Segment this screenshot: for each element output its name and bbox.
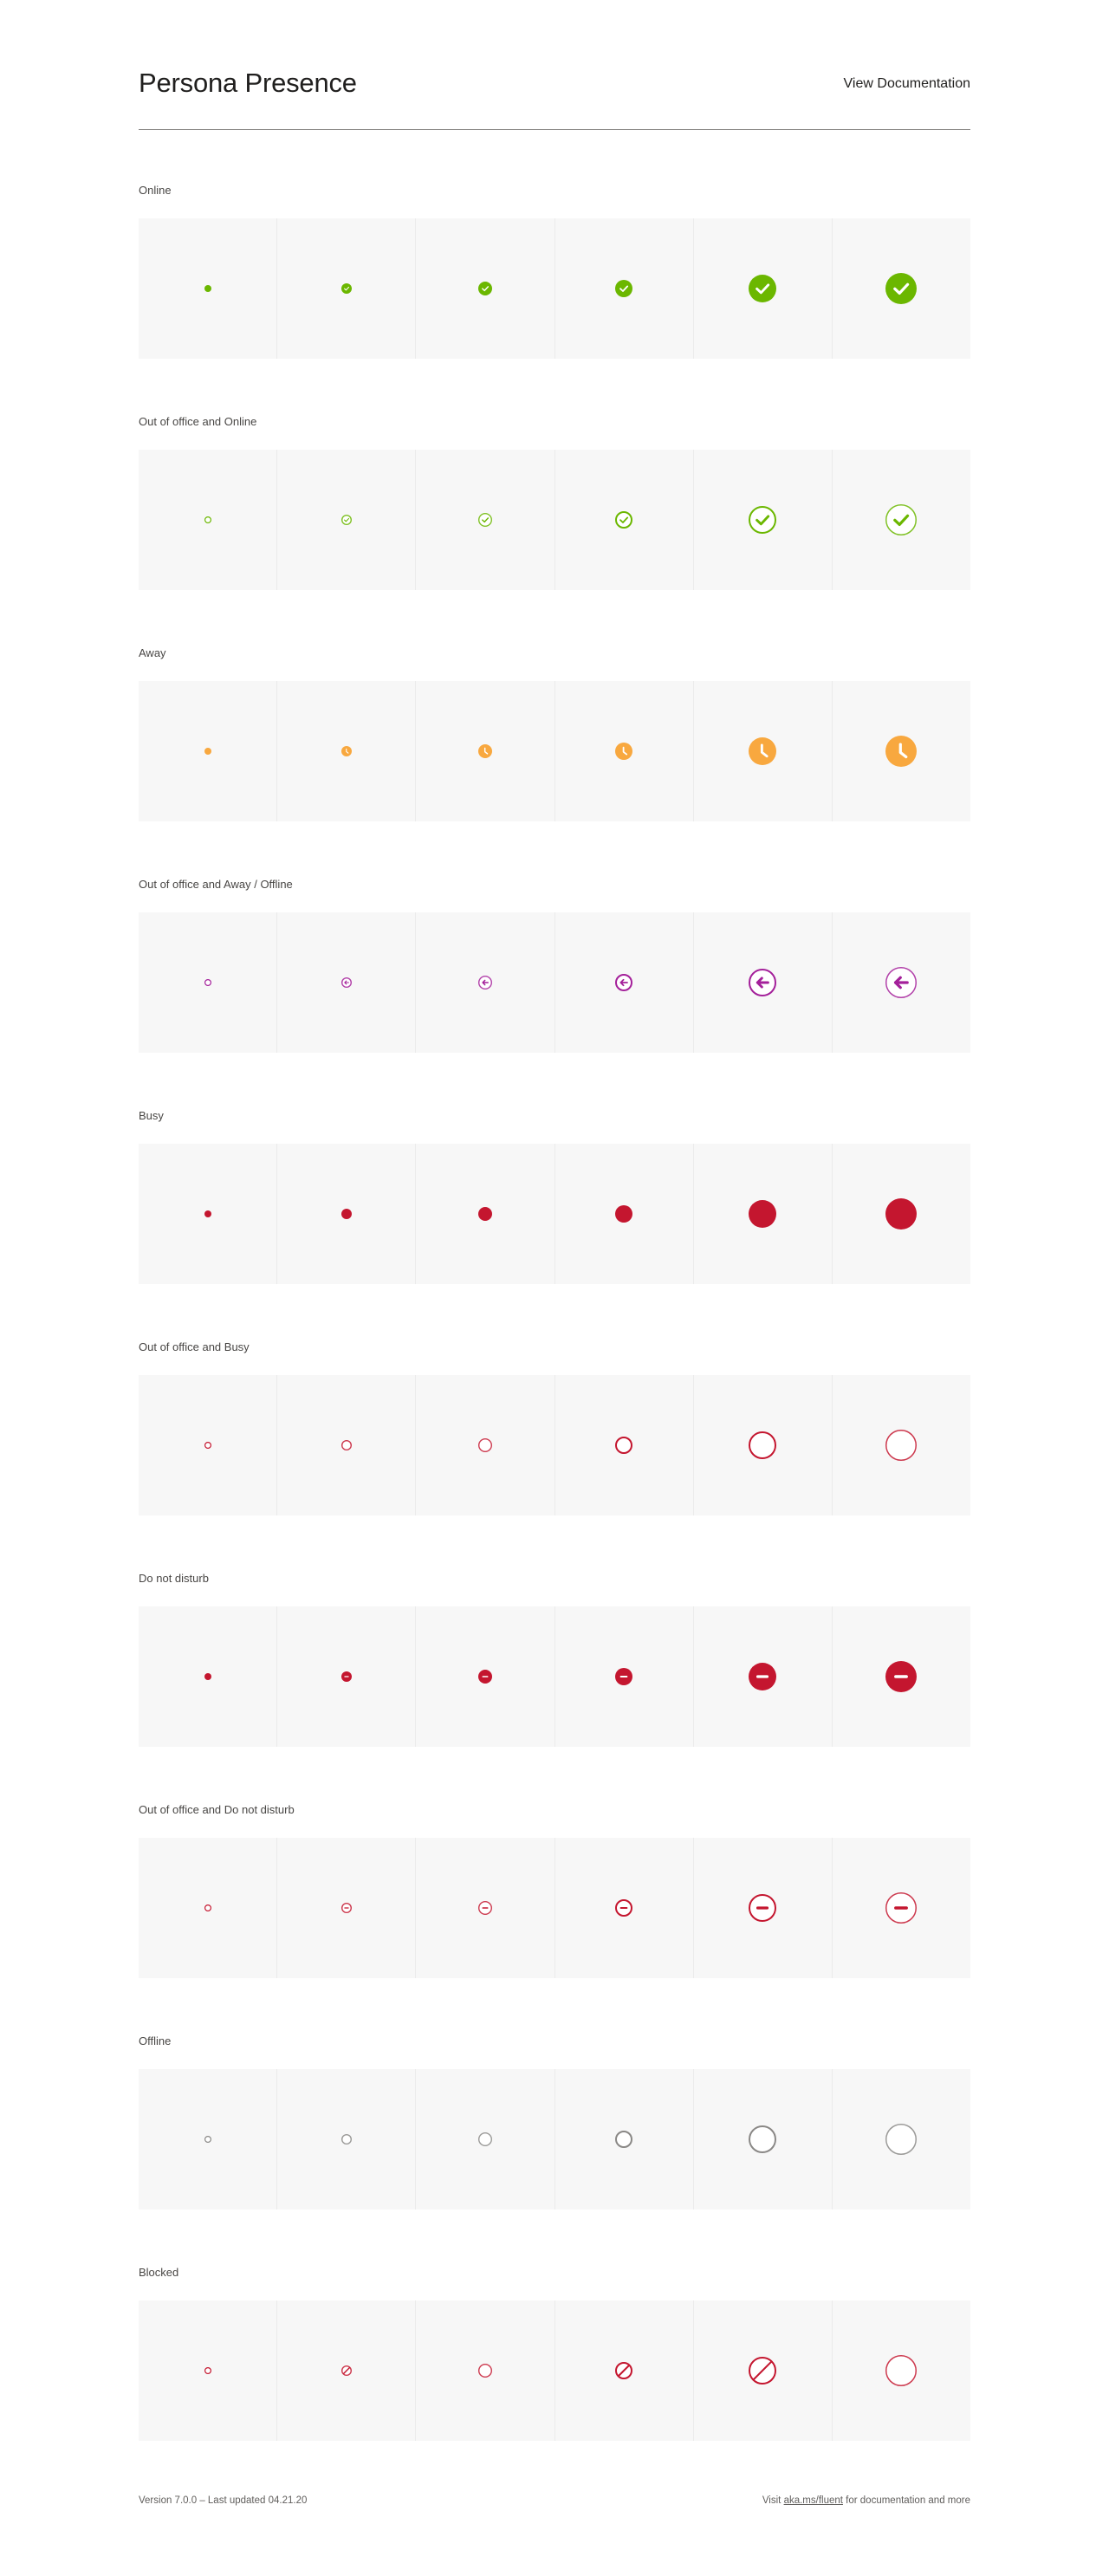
offline-ring-icon xyxy=(478,2132,492,2146)
online-check-icon xyxy=(749,275,776,302)
presence-cell xyxy=(139,1144,277,1284)
section-label: Out of office and Do not disturb xyxy=(139,1803,295,1816)
presence-cell xyxy=(277,912,416,1053)
ooo-busy-ring-icon xyxy=(204,1442,211,1449)
presence-cell xyxy=(694,1144,833,1284)
presence-cell xyxy=(416,912,554,1053)
presence-cell xyxy=(555,1838,694,1978)
visit-suffix: for documentation and more xyxy=(842,2495,970,2506)
presence-cell xyxy=(555,2300,694,2441)
dnd-minus-icon xyxy=(204,1673,211,1680)
presence-cell xyxy=(277,1144,416,1284)
presence-cell xyxy=(277,2300,416,2441)
presence-cell xyxy=(555,681,694,821)
presence-cell xyxy=(416,218,554,359)
section-label: Do not disturb xyxy=(139,1572,209,1585)
presence-cell xyxy=(833,1606,970,1747)
dnd-minus-icon xyxy=(885,1661,917,1692)
busy-dot-icon xyxy=(749,1200,776,1228)
presence-cell xyxy=(555,2069,694,2209)
ooo-away-arrow-icon xyxy=(478,976,492,990)
busy-dot-icon xyxy=(885,1198,917,1230)
ooo-dnd-minus-icon xyxy=(204,1904,211,1911)
presence-cell xyxy=(277,681,416,821)
ooo-dnd-minus-icon xyxy=(885,1892,917,1924)
away-clock-icon xyxy=(478,744,492,758)
presence-cell xyxy=(416,1144,554,1284)
away-clock-icon xyxy=(615,743,632,760)
presence-cell xyxy=(277,218,416,359)
offline-ring-icon xyxy=(341,2134,352,2145)
presence-row xyxy=(139,2300,970,2441)
dnd-minus-icon xyxy=(478,1670,492,1684)
visit-prefix: Visit xyxy=(762,2495,784,2506)
ooo-away-arrow-icon xyxy=(749,969,776,996)
section-label: Out of office and Online xyxy=(139,415,257,428)
presence-row xyxy=(139,912,970,1053)
blocked-slash-icon xyxy=(885,2355,917,2386)
visit-text xyxy=(762,2495,970,2506)
presence-cell xyxy=(833,218,970,359)
online-check-icon xyxy=(885,273,917,304)
presence-cell xyxy=(833,1144,970,1284)
busy-dot-icon xyxy=(341,1209,352,1219)
presence-cell xyxy=(416,1838,554,1978)
away-clock-icon xyxy=(204,748,211,755)
presence-cell xyxy=(555,1606,694,1747)
presence-cell xyxy=(555,218,694,359)
blocked-slash-icon xyxy=(749,2357,776,2385)
presence-section xyxy=(139,415,970,590)
online-check-icon xyxy=(615,280,632,297)
presence-section xyxy=(139,1572,970,1747)
away-clock-icon xyxy=(749,737,776,765)
blocked-slash-icon xyxy=(478,2364,492,2378)
ooo-busy-ring-icon xyxy=(478,1438,492,1452)
ooo-busy-ring-icon xyxy=(615,1437,632,1454)
presence-cell xyxy=(277,1375,416,1515)
presence-cell xyxy=(833,1838,970,1978)
presence-cell xyxy=(416,1375,554,1515)
section-label: Away xyxy=(139,646,166,659)
blocked-slash-icon xyxy=(615,2362,632,2379)
presence-section xyxy=(139,878,970,1053)
presence-cell xyxy=(833,912,970,1053)
presence-cell xyxy=(277,2069,416,2209)
presence-row xyxy=(139,1838,970,1978)
presence-cell xyxy=(139,1375,277,1515)
presence-section xyxy=(139,1340,970,1515)
presence-cell xyxy=(694,681,833,821)
ooo-away-arrow-icon xyxy=(885,967,917,998)
presence-cell xyxy=(555,1375,694,1515)
presence-row xyxy=(139,218,970,359)
view-documentation-link[interactable]: View Documentation xyxy=(843,76,970,91)
online-check-icon xyxy=(204,285,211,292)
offline-ring-icon xyxy=(885,2124,917,2155)
section-label: Online xyxy=(139,184,172,197)
ooo-busy-ring-icon xyxy=(341,1440,352,1450)
presence-cell xyxy=(694,2300,833,2441)
presence-cell xyxy=(139,912,277,1053)
presence-section xyxy=(139,184,970,359)
version-text: Version 7.0.0 – Last updated 04.21.20 xyxy=(139,2495,308,2506)
ooo-online-check-icon xyxy=(615,511,632,529)
presence-cell xyxy=(139,450,277,590)
presence-cell xyxy=(139,1606,277,1747)
presence-row xyxy=(139,1606,970,1747)
presence-cell xyxy=(139,2300,277,2441)
presence-section xyxy=(139,1803,970,1978)
offline-ring-icon xyxy=(615,2131,632,2148)
ooo-online-check-icon xyxy=(341,515,352,525)
presence-cell xyxy=(416,681,554,821)
away-clock-icon xyxy=(885,736,917,767)
section-label: Out of office and Busy xyxy=(139,1340,250,1353)
ooo-dnd-minus-icon xyxy=(478,1901,492,1915)
ooo-dnd-minus-icon xyxy=(615,1899,632,1917)
presence-cell xyxy=(833,450,970,590)
fluent-link[interactable]: aka.ms/fluent xyxy=(783,2495,843,2506)
dnd-minus-icon xyxy=(341,1671,352,1682)
presence-cell xyxy=(694,1606,833,1747)
ooo-dnd-minus-icon xyxy=(749,1894,776,1922)
presence-cell xyxy=(833,2069,970,2209)
page-title: Persona Presence xyxy=(139,68,357,98)
ooo-away-arrow-icon xyxy=(204,979,211,986)
presence-cell xyxy=(555,450,694,590)
ooo-away-arrow-icon xyxy=(341,977,352,988)
presence-cell xyxy=(694,1375,833,1515)
presence-cell xyxy=(416,2300,554,2441)
presence-cell xyxy=(694,218,833,359)
presence-cell xyxy=(555,912,694,1053)
ooo-busy-ring-icon xyxy=(749,1431,776,1459)
dnd-minus-icon xyxy=(749,1663,776,1690)
section-label: Blocked xyxy=(139,2266,179,2279)
blocked-slash-icon xyxy=(341,2365,352,2376)
section-label: Busy xyxy=(139,1109,164,1122)
online-check-icon xyxy=(341,283,352,294)
presence-cell xyxy=(694,1838,833,1978)
ooo-online-check-icon xyxy=(478,513,492,527)
presence-section xyxy=(139,2266,970,2441)
presence-row xyxy=(139,1144,970,1284)
busy-dot-icon xyxy=(204,1210,211,1217)
presence-row xyxy=(139,1375,970,1515)
presence-section xyxy=(139,646,970,821)
page-header xyxy=(139,62,970,130)
online-check-icon xyxy=(478,282,492,295)
presence-cell xyxy=(139,2069,277,2209)
presence-cell xyxy=(416,450,554,590)
dnd-minus-icon xyxy=(615,1668,632,1685)
presence-cell xyxy=(416,2069,554,2209)
offline-ring-icon xyxy=(749,2125,776,2153)
presence-row xyxy=(139,681,970,821)
presence-section xyxy=(139,2034,970,2209)
ooo-online-check-icon xyxy=(204,516,211,523)
section-label: Out of office and Away / Offline xyxy=(139,878,293,891)
ooo-away-arrow-icon xyxy=(615,974,632,991)
ooo-busy-ring-icon xyxy=(885,1430,917,1461)
busy-dot-icon xyxy=(615,1205,632,1223)
offline-ring-icon xyxy=(204,2136,211,2143)
presence-row xyxy=(139,2069,970,2209)
busy-dot-icon xyxy=(478,1207,492,1221)
presence-cell xyxy=(277,1838,416,1978)
presence-cell xyxy=(139,1838,277,1978)
presence-cell xyxy=(277,450,416,590)
presence-cell xyxy=(694,912,833,1053)
presence-cell xyxy=(833,2300,970,2441)
ooo-dnd-minus-icon xyxy=(341,1903,352,1913)
presence-cell xyxy=(139,218,277,359)
ooo-online-check-icon xyxy=(749,506,776,534)
presence-section xyxy=(139,1109,970,1284)
presence-cell xyxy=(277,1606,416,1747)
footer xyxy=(139,2495,970,2513)
ooo-online-check-icon xyxy=(885,504,917,535)
presence-cell xyxy=(416,1606,554,1747)
presence-row xyxy=(139,450,970,590)
away-clock-icon xyxy=(341,746,352,756)
presence-cell xyxy=(833,681,970,821)
presence-cell xyxy=(555,1144,694,1284)
presence-cell xyxy=(694,2069,833,2209)
presence-cell xyxy=(139,681,277,821)
blocked-slash-icon xyxy=(204,2367,211,2374)
presence-cell xyxy=(833,1375,970,1515)
section-label: Offline xyxy=(139,2034,172,2047)
presence-cell xyxy=(694,450,833,590)
